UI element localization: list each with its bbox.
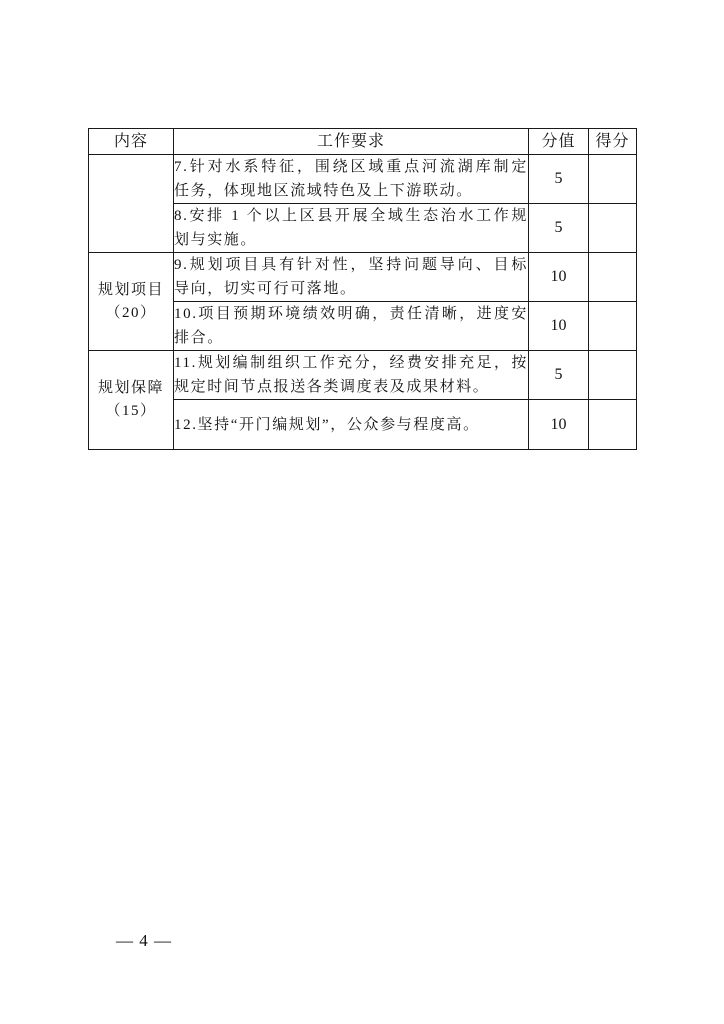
category-points: （15） <box>105 403 157 419</box>
score-cell: 5 <box>529 351 589 400</box>
requirement-cell <box>174 351 529 400</box>
evaluation-table <box>88 128 637 450</box>
earned-score-cell <box>589 155 637 204</box>
category-label: 规划保障 <box>97 380 164 396</box>
requirement-line: 9.规划项目具有针对性，坚持问题导向、目标 <box>174 257 528 273</box>
category-cell <box>89 253 174 351</box>
requirement-line: 任务，体现地区流域特色及上下游联动。 <box>174 183 473 199</box>
score-cell: 10 <box>529 302 589 351</box>
category-cell <box>89 351 174 450</box>
requirement-line: 划与实施。 <box>174 232 258 248</box>
earned-score-cell <box>589 204 637 253</box>
category-label: 规划项目 <box>97 281 164 298</box>
requirement-cell <box>174 204 529 253</box>
requirement-line: 排合。 <box>174 330 224 346</box>
requirement-cell <box>174 253 529 302</box>
requirement-line: 规定时间节点报送各类调度表及成果材料。 <box>174 379 490 395</box>
earned-score-cell <box>589 400 637 450</box>
category-cell <box>89 155 174 253</box>
category-points: （20） <box>105 304 157 321</box>
table-header <box>89 129 637 155</box>
requirement-line: 12.坚持“开门编规划”，公众参与程度高。 <box>174 416 480 433</box>
requirement-cell <box>174 400 529 450</box>
requirement-line: 7.针对水系特征，围绕区域重点河流湖库制定 <box>174 159 528 175</box>
score-cell: 10 <box>529 253 589 302</box>
header-score: 分值 <box>529 129 589 155</box>
page-number: — 4 — <box>116 931 172 950</box>
header-earned: 得分 <box>589 129 637 155</box>
requirement-cell <box>174 155 529 204</box>
requirement-line: 导向，切实可行可落地。 <box>174 281 357 297</box>
score-cell: 10 <box>529 400 589 450</box>
table-body <box>89 155 637 450</box>
requirement-line: 10.项目预期环境绩效明确，责任清晰，进度安 <box>174 306 528 322</box>
header-row <box>89 129 637 155</box>
requirement-cell <box>174 302 529 351</box>
score-cell: 5 <box>529 204 589 253</box>
earned-score-cell <box>589 302 637 351</box>
score-cell: 5 <box>529 155 589 204</box>
earned-score-cell <box>589 253 637 302</box>
requirement-line: 8.安排 1 个以上区县开展全域生态治水工作规 <box>174 208 528 224</box>
requirement-line: 11.规划编制组织工作充分，经费安排充足，按 <box>174 355 528 371</box>
table-row <box>89 155 637 204</box>
header-content: 内容 <box>89 129 174 155</box>
header-requirement: 工作要求 <box>174 129 529 155</box>
table-row <box>89 253 637 302</box>
table-row <box>89 351 637 400</box>
earned-score-cell <box>589 351 637 400</box>
